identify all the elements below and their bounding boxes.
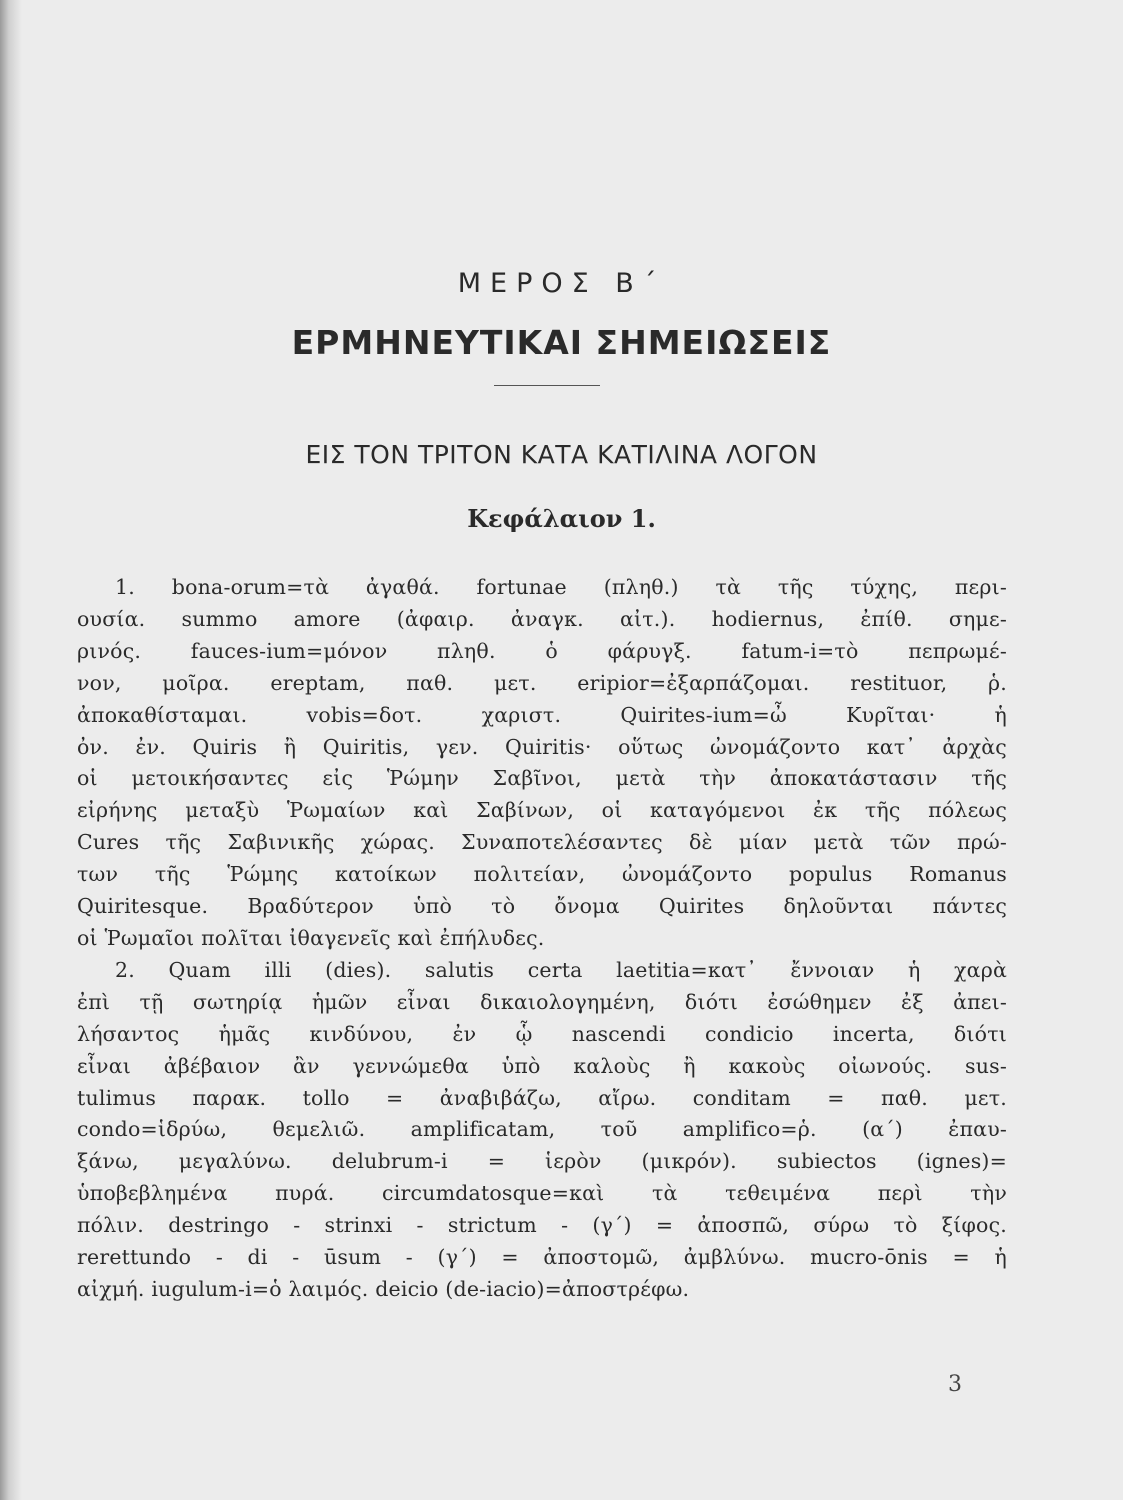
text-line: 1. bona-orum=τὰ ἀγαθά. fortunae (πληθ.) τὰ τῆς τύχης, περι- bbox=[115, 575, 1007, 599]
chapter-heading: Κεφάλαιον 1. bbox=[467, 504, 656, 533]
text-line: ουσία. summo amore (ἀφαιρ. ἀναγκ. αἰτ.). hodiernus, ἐπίθ. σημε- bbox=[77, 606, 1007, 631]
text-line: οἱ Ῥωμαῖοι πολῖται ἰθαγενεῖς καὶ ἐπήλυδες. bbox=[77, 925, 545, 950]
text-line: ὑποβεβλημένα πυρά. circumdatosque=καὶ τὰ τεθειμένα περὶ τὴν bbox=[77, 1181, 1007, 1206]
text-line: εἶναι ἀβέβαιον ἂν γεννώμεθα ὑπὸ καλοὺς ἢ κακοὺς οἰωνούς. sus- bbox=[77, 1053, 1007, 1078]
text-line: condo=ἱδρύω, θεμελιῶ. amplificatam, τοῦ amplifico=ῥ. (α΄) ἐπαυ- bbox=[77, 1117, 1007, 1142]
text-line: πόλιν. destringo - strinxi - strictum - (γ΄) = ἀποσπῶ, σύρω τὸ ξίφος. bbox=[77, 1213, 1007, 1238]
main-title: ΕΡΜΗΝΕΥΤΙΚΑΙ ΣΗΜΕΙΩΣΕΙΣ bbox=[291, 323, 832, 362]
text-line: εἰρήνης μεταξὺ Ῥωμαίων καὶ Σαβίνων, οἱ καταγόμενοι ἐκ τῆς πόλεως bbox=[77, 798, 1007, 823]
part-heading: ΜΕΡΟΣ Β΄ bbox=[457, 268, 666, 299]
text-line: ὀν. ἐν. Quiris ἢ Quiritis, γεν. Quiritis· οὕτως ὠνομάζοντο κατ᾽ ἀρχὰς bbox=[77, 734, 1007, 759]
commentary-body bbox=[77, 572, 1007, 1306]
text-line: Quiritesque. Βραδύτερον ὑπὸ τὸ ὄνομα Quirites δηλοῦνται πάντες bbox=[77, 894, 1007, 919]
text-line: ἀποκαθίσταμαι. vobis=δοτ. χαριστ. Quirites-ium=ὦ Κυρῖται· ἡ bbox=[77, 702, 1007, 727]
text-line: Cures τῆς Σαβινικῆς χώρας. Συναποτελέσαντες δὲ μίαν μετὰ τῶν πρώ- bbox=[77, 830, 1007, 855]
text-line: λήσαντος ἡμᾶς κινδύνου, ἐν ᾧ nascendi condicio incerta, διότι bbox=[77, 1021, 1007, 1046]
text-line: νον, μοῖρα. ereptam, παθ. μετ. eripior=ἐξαρπάζομαι. restituor, ῥ. bbox=[77, 670, 1007, 695]
section-title: ΕΙΣ ΤΟΝ ΤΡΙΤΟΝ ΚΑΤΑ ΚΑΤΙΛΙΝΑ ΛΟΓΟΝ bbox=[305, 440, 818, 469]
text-line: rerettundo - di - ūsum - (γ΄) = ἀποστομῶ, ἀμβλύνω. mucro-ōnis = ἡ bbox=[77, 1245, 1007, 1270]
text-line: tulimus παρακ. tollo = ἀναβιβάζω, αἴρω. conditam = παθ. μετ. bbox=[77, 1085, 1007, 1110]
text-line: ξάνω, μεγαλύνω. delubrum-i = ἱερὸν (μικρόν). subiectos (ignes)= bbox=[77, 1149, 1007, 1174]
title-divider bbox=[494, 385, 600, 386]
text-line: οἱ μετοικήσαντες εἰς Ῥώμην Σαβῖνοι, μετὰ τὴν ἀποκατάστασιν τῆς bbox=[77, 766, 1007, 791]
text-line: ρινός. fauces-ium=μόνον πληθ. ὁ φάρυγξ. fatum-i=τὸ πεπρωμέ- bbox=[77, 638, 1007, 663]
page-edge-shadow bbox=[0, 0, 22, 1500]
page-number: 3 bbox=[948, 1372, 962, 1397]
text-line: 2. Quam illi (dies). salutis certa laetitia=κατ᾽ ἔννοιαν ἡ χαρὰ bbox=[115, 957, 1007, 982]
text-line: αἰχμή. iugulum-i=ὁ λαιμός. deicio (de-iacio)=ἀποστρέφω. bbox=[77, 1276, 690, 1301]
text-line: των τῆς Ῥώμης κατοίκων πολιτείαν, ὠνομάζοντο populus Romanus bbox=[77, 862, 1007, 887]
text-line: ἐπὶ τῇ σωτηρίᾳ ἡμῶν εἶναι δικαιολογημένη, διότι ἐσώθημεν ἐξ ἀπει- bbox=[77, 989, 1007, 1014]
